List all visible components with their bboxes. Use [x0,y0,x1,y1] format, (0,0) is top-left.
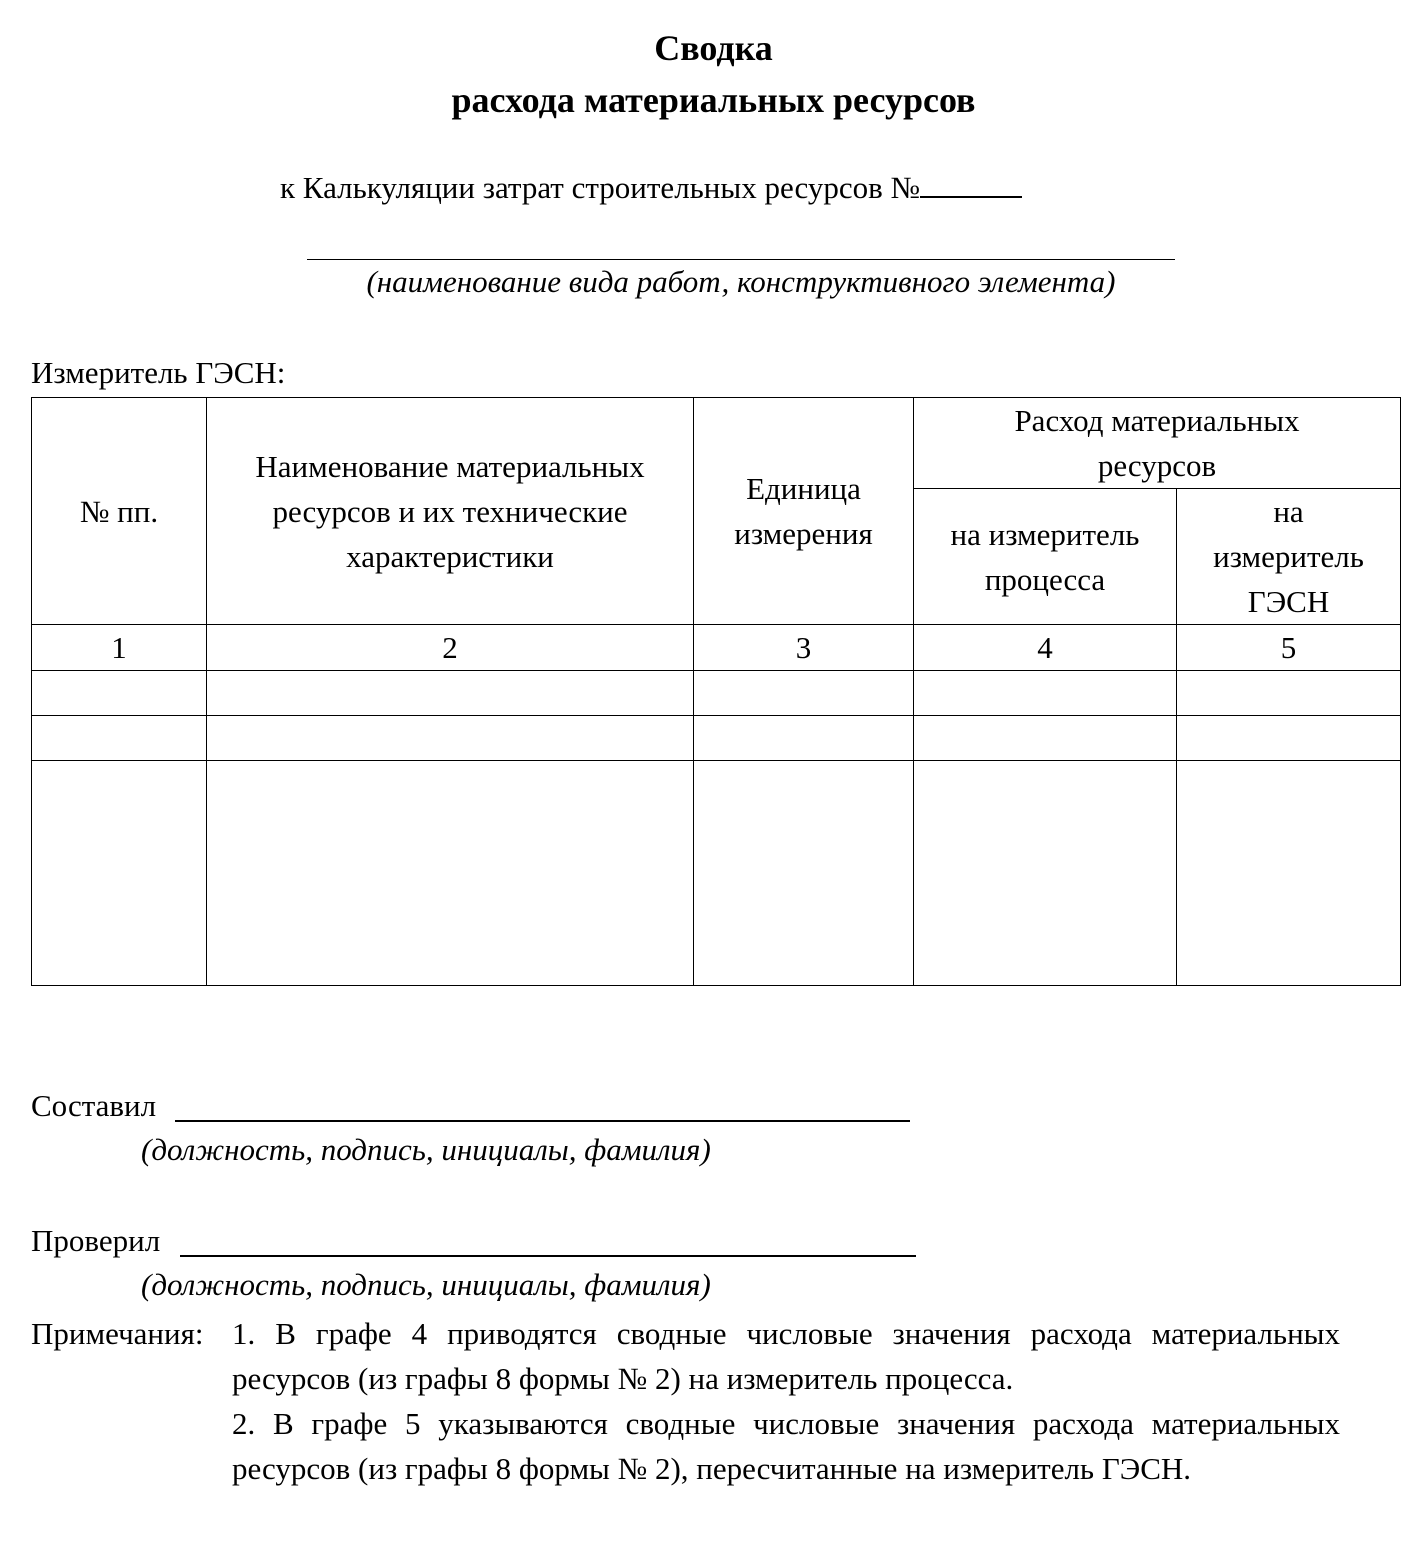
document-title [0,22,1427,126]
title-line-2: расхода материальных ресурсов [451,80,976,120]
column-number-3: 3 [694,625,914,671]
table-cell[interactable] [207,761,694,986]
compiled-by-caption: (должность, подпись, инициалы, фамилия) [141,1132,711,1167]
checked-by-caption: (должность, подпись, инициалы, фамилия) [141,1267,711,1302]
table-cell[interactable] [1177,671,1401,716]
calculation-reference-text: к Калькуляции затрат строительных ресурсов № [280,170,921,205]
table-cell[interactable] [207,671,694,716]
table-cell[interactable] [1177,716,1401,761]
column-number-1: 1 [32,625,207,671]
header-per-gesn-text: на измеритель ГЭСН [1213,494,1364,619]
note-item-2: 2. В графе 5 указываются сводные числовые значения расхода материальных ресурсов (из графы 8 формы № 2), пересчитанные на измеритель ГЭСН. [232,1406,1340,1486]
header-row-number-text: № пп. [79,493,159,529]
table-cell[interactable] [914,671,1177,716]
work-type-caption: (наименование вида работ, конструктивного элемента) [366,264,1116,299]
column-number-5: 5 [1177,625,1401,671]
table-row [32,761,1401,986]
title-line-1: Сводка [654,28,773,68]
column-number-4: 4 [914,625,1177,671]
table-cell[interactable] [694,671,914,716]
header-per-process-text: на измеритель процесса [950,516,1140,597]
header-per-process [914,489,1177,625]
table-cell[interactable] [914,761,1177,986]
table-cell[interactable] [694,761,914,986]
checked-by-signature-line[interactable] [180,1255,916,1257]
compiled-by-signature-line[interactable] [175,1120,910,1122]
header-unit [694,398,914,625]
notes-label: Примечания: [31,1316,204,1351]
header-resource-name [207,398,694,625]
header-consumption-text: Расход материальных ресурсов [1014,403,1300,483]
table-cell[interactable] [1177,761,1401,986]
checked-by-label: Проверил [31,1223,161,1258]
header-per-gesn [1177,489,1401,625]
header-unit-text: Единица измерения [734,471,873,551]
calculation-reference [280,168,1022,208]
column-numbers-row [32,625,1401,671]
table-row [32,716,1401,761]
resources-table [31,397,1401,986]
column-number-2: 2 [207,625,694,671]
table-cell[interactable] [32,716,207,761]
table-cell[interactable] [207,716,694,761]
table-header-row [32,398,1401,489]
table-row [32,671,1401,716]
header-row-number [32,398,207,625]
table-cell[interactable] [914,716,1177,761]
header-consumption [914,398,1401,489]
compiled-by-label: Составил [31,1088,157,1123]
table-cell[interactable] [32,761,207,986]
calculation-number-field[interactable] [920,168,1022,198]
table-cell[interactable] [694,716,914,761]
note-item-1: 1. В графе 4 приводятся сводные числовые значения расхода материальных ресурсов (из графы 8 формы № 2) на измеритель процесса. [232,1316,1340,1396]
notes-list [232,1311,1340,1491]
gesn-meter-label: Измеритель ГЭСН: [31,355,286,390]
work-type-name-line[interactable] [307,259,1175,260]
header-resource-name-text: Наименование материальных ресурсов и их технические характеристики [255,448,645,574]
table-cell[interactable] [32,671,207,716]
